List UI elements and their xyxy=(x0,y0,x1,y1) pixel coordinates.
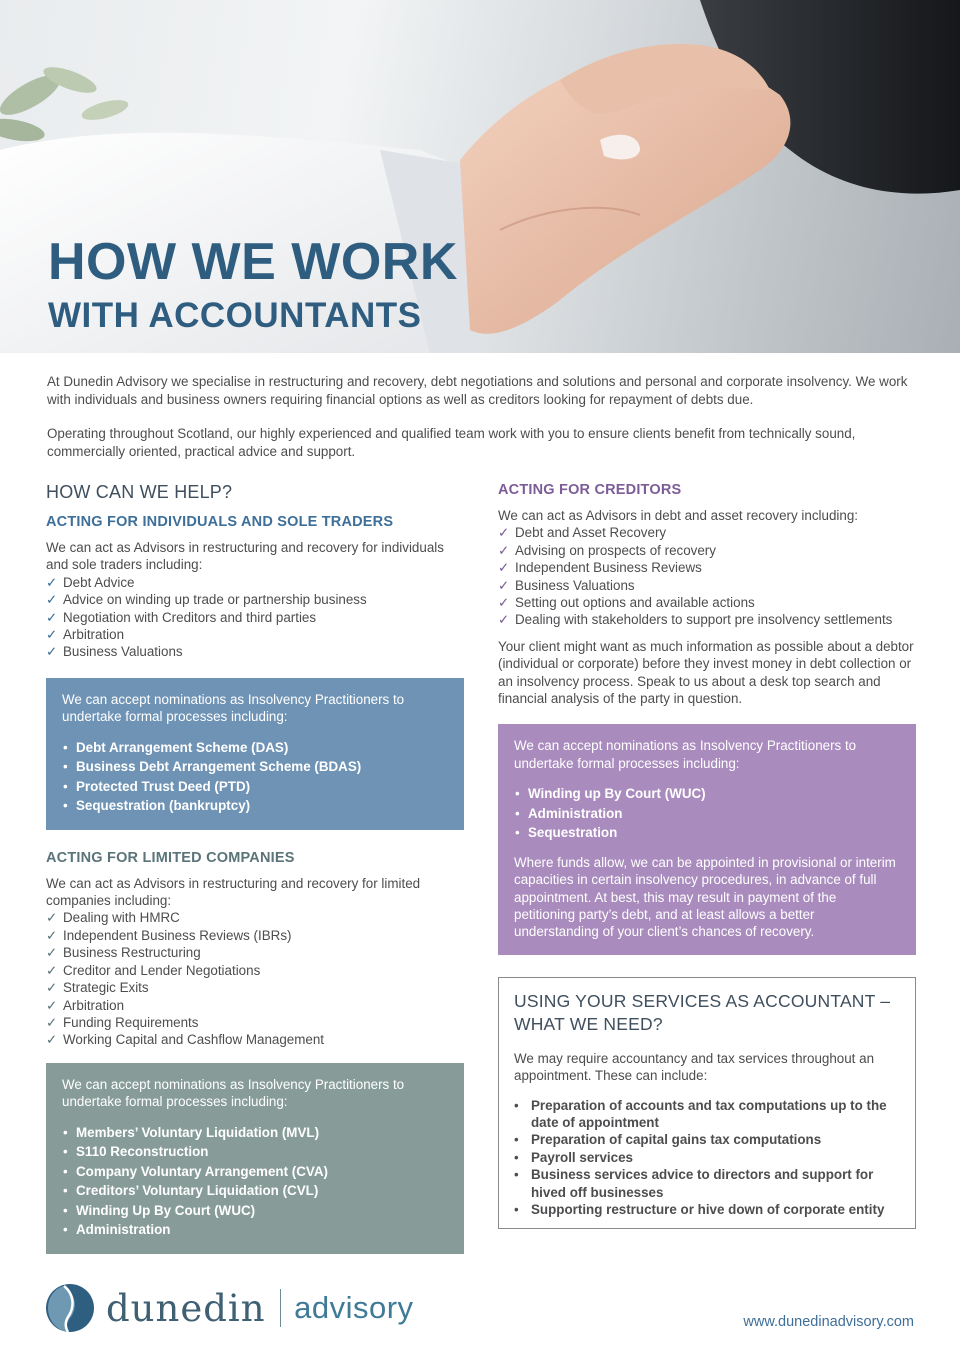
check-icon: ✓ xyxy=(498,612,510,628)
individuals-list xyxy=(46,574,464,661)
individuals-intro: We can act as Advisors in restructuring and recovery for individuals and sole traders including: xyxy=(46,540,444,573)
list-item-label: Working Capital and Cashflow Management xyxy=(63,1032,325,1048)
list-item-label: Dealing with stakeholders to support pre insolvency settlements xyxy=(515,612,893,628)
left-column xyxy=(46,482,464,1254)
brand-divider xyxy=(280,1289,282,1327)
check-icon: ✓ xyxy=(498,577,510,593)
list-item-label: Advising on prospects of recovery xyxy=(515,542,716,558)
needs-intro: We may require accountancy and tax services throughout an appointment. These can include: xyxy=(514,1050,875,1084)
intro-paragraph-2: Operating throughout Scotland, our highly experienced and qualified team work with you to ensure clients benefit from technically sound, commercially oriented, practical advice and support. xyxy=(47,426,856,459)
list-item: • Supporting restructure or hive down of corporate entity xyxy=(514,1201,900,1218)
list-item xyxy=(46,927,464,944)
accountant-needs-box xyxy=(498,977,916,1230)
list-item xyxy=(46,574,464,591)
list-item-label: Debt and Asset Recovery xyxy=(515,525,667,541)
check-icon: ✓ xyxy=(46,910,58,926)
check-icon: ✓ xyxy=(498,542,510,558)
brand-name: dunedin xyxy=(106,1286,266,1330)
website-link[interactable]: www.dunedinadvisory.com xyxy=(743,1314,914,1330)
creditors-ip-list xyxy=(514,784,900,843)
needs-list xyxy=(514,1097,900,1219)
list-item-label: Independent Business Reviews (IBRs) xyxy=(63,927,292,943)
list-item xyxy=(46,1014,464,1031)
list-item-label: Arbitration xyxy=(63,997,125,1013)
list-item-label: Business Restructuring xyxy=(63,945,201,961)
list-item-label: Setting out options and available actions xyxy=(515,595,755,611)
list-item xyxy=(46,626,464,643)
list-item-label: Advice on winding up trade or partnership business xyxy=(63,592,367,608)
box-lead: We can accept nominations as Insolvency Practitioners to undertake formal processes including: xyxy=(62,691,405,725)
individuals-ip-box xyxy=(46,678,464,830)
list-item-label: Arbitration xyxy=(63,627,125,643)
list-item: • Business Debt Arrangement Scheme (BDAS) xyxy=(62,757,448,777)
list-item: • Winding up By Court (WUC) xyxy=(514,784,900,804)
list-item: • Payroll services xyxy=(514,1149,900,1166)
check-icon: ✓ xyxy=(46,962,58,978)
box-lead: We can accept nominations as Insolvency Practitioners to undertake formal processes including: xyxy=(514,738,857,771)
title-line-2: WITH ACCOUNTANTS xyxy=(48,296,422,335)
hero-banner xyxy=(0,0,960,353)
check-icon: ✓ xyxy=(46,644,58,660)
creditors-paragraph: Your client might want as much information as possible about a debtor (individual or corporate) before they invest money in debt collection or an insolvency process. Speak to us about a desk top search and financial analysis of the party in question. xyxy=(498,638,914,707)
check-icon: ✓ xyxy=(498,595,510,611)
list-item xyxy=(46,643,464,660)
list-item: • Company Voluntary Arrangement (CVA) xyxy=(62,1162,448,1182)
list-item: • Debt Arrangement Scheme (DAS) xyxy=(62,738,448,758)
list-item xyxy=(498,559,916,576)
list-item xyxy=(498,577,916,594)
check-icon: ✓ xyxy=(46,980,58,996)
help-section-title: HOW CAN WE HELP? xyxy=(46,482,233,502)
list-item: • S110 Reconstruction xyxy=(62,1142,448,1162)
list-item-label: Independent Business Reviews xyxy=(515,560,702,576)
list-item-label: Business Valuations xyxy=(515,577,635,593)
needs-title: USING YOUR SERVICES AS ACCOUNTANT – WHAT WE NEED? xyxy=(514,990,891,1034)
list-item: • Creditors’ Voluntary Liquidation (CVL) xyxy=(62,1181,448,1201)
page-title xyxy=(48,233,458,335)
list-item-label: Business Valuations xyxy=(63,644,183,660)
creditors-ip-box xyxy=(498,724,916,954)
check-icon: ✓ xyxy=(46,1014,58,1030)
creditors-heading: ACTING FOR CREDITORS xyxy=(498,482,682,498)
check-icon: ✓ xyxy=(46,627,58,643)
check-icon: ✓ xyxy=(46,1032,58,1048)
companies-heading: ACTING FOR LIMITED COMPANIES xyxy=(46,849,295,866)
creditors-intro: We can act as Advisors in debt and asset recovery including: xyxy=(498,508,859,523)
check-icon: ✓ xyxy=(46,574,58,590)
list-item xyxy=(46,609,464,626)
right-column xyxy=(498,482,916,1229)
check-icon: ✓ xyxy=(46,997,58,1013)
list-item xyxy=(46,944,464,961)
title-line-1: HOW WE WORK xyxy=(48,233,458,291)
list-item: • Winding Up By Court (WUC) xyxy=(62,1201,448,1221)
brand-subtitle: advisory xyxy=(294,1290,414,1325)
list-item-label: Creditor and Lender Negotiations xyxy=(63,962,261,978)
logo-mark-icon xyxy=(46,1284,94,1332)
list-item: • Administration xyxy=(514,804,900,824)
individuals-ip-list xyxy=(62,738,448,816)
intro-paragraph-1: At Dunedin Advisory we specialise in restructuring and recovery, debt negotiations and solutions and personal and corporate insolvency. We work with individuals and business owners requiring financial options as well as creditors looking for repayment of debts due. xyxy=(47,374,908,407)
list-item-label: Debt Advice xyxy=(63,574,135,590)
companies-list xyxy=(46,909,464,1048)
list-item: • Administration xyxy=(62,1220,448,1240)
box-lead: We can accept nominations as Insolvency Practitioners to undertake formal processes including: xyxy=(62,1076,405,1110)
list-item xyxy=(46,591,464,608)
box-note: Where funds allow, we can be appointed in provisional or interim capacities in certain insolvency procedures, in advance of full appointment. At best, this may result in payment of the petitioning party’s debt, and at least allows a better understanding of your client’s chances of recovery. xyxy=(514,854,896,940)
list-item xyxy=(498,611,916,628)
companies-intro: We can act as Advisors in restructuring and recovery for limited companies including: xyxy=(46,875,421,909)
list-item xyxy=(498,524,916,541)
list-item: • Sequestration xyxy=(514,823,900,843)
check-icon: ✓ xyxy=(46,945,58,961)
list-item xyxy=(46,997,464,1014)
list-item xyxy=(498,594,916,611)
list-item: • Members’ Voluntary Liquidation (MVL) xyxy=(62,1123,448,1143)
list-item: • Business services advice to directors and support for hived off businesses xyxy=(514,1166,900,1201)
list-item xyxy=(46,962,464,979)
check-icon: ✓ xyxy=(498,525,510,541)
list-item: • Preparation of accounts and tax computations up to the date of appointment xyxy=(514,1097,900,1132)
list-item-label: Negotiation with Creditors and third parties xyxy=(63,609,317,625)
check-icon: ✓ xyxy=(46,609,58,625)
list-item xyxy=(46,979,464,996)
list-item xyxy=(498,542,916,559)
list-item xyxy=(46,1031,464,1048)
check-icon: ✓ xyxy=(498,560,510,576)
brand-logo xyxy=(46,1280,414,1336)
creditors-list xyxy=(498,524,916,628)
list-item-label: Strategic Exits xyxy=(63,980,149,996)
list-item: • Sequestration (bankruptcy) xyxy=(62,796,448,816)
companies-ip-list xyxy=(62,1123,448,1240)
companies-ip-box xyxy=(46,1063,464,1254)
intro-text xyxy=(47,373,917,477)
check-icon: ✓ xyxy=(46,927,58,943)
list-item: • Protected Trust Deed (PTD) xyxy=(62,777,448,797)
check-icon: ✓ xyxy=(46,592,58,608)
individuals-heading: ACTING FOR INDIVIDUALS AND SOLE TRADERS xyxy=(46,514,394,530)
list-item-label: Funding Requirements xyxy=(63,1014,199,1030)
list-item xyxy=(46,909,464,926)
list-item-label: Dealing with HMRC xyxy=(63,910,180,926)
list-item: • Preparation of capital gains tax computations xyxy=(514,1131,900,1148)
